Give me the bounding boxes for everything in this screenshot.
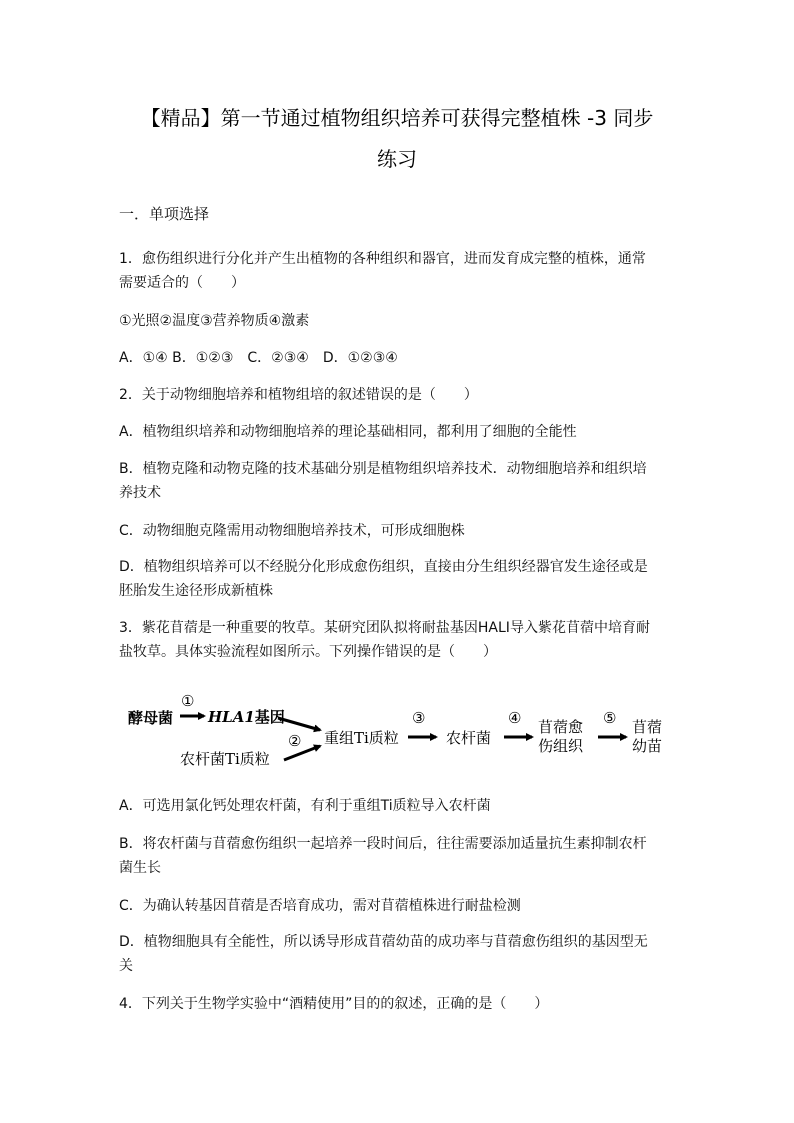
diagram-recombinant-label: 重组Ti质粒 [324, 729, 399, 747]
q3-option-c: C．为确认转基因苜蓿是否培育成功，需对苜蓿植株进行耐盐检测 [119, 898, 521, 914]
diagram-gene-suffix: 基因 [254, 708, 285, 726]
diagram-step2-label: ② [288, 732, 302, 750]
q1-stem-line2: 需要适合的（ ） [119, 275, 245, 291]
diagram-seedling-label-line2: 幼苗 [632, 737, 663, 755]
diagram-gene-italic: HLA1 [208, 708, 255, 726]
q2-option-d-line2: 胚胎发生途径形成新植株 [119, 583, 273, 599]
q3-option-d-line1: D．植物细胞具有全能性，所以诱导形成苜蓿幼苗的成功率与苜蓿愈伤组织的基因型无 [119, 934, 648, 950]
section-heading: 一．单项选择 [119, 205, 210, 223]
diagram-step4-label: ④ [508, 709, 522, 727]
experiment-flow-diagram [118, 688, 678, 774]
q2-stem: 2．关于动物细胞培养和植物组培的叙述错误的是（ ） [119, 387, 478, 403]
q3-option-a: A．可选用氯化钙处理农杆菌，有利于重组Ti质粒导入农杆菌 [119, 798, 491, 814]
diagram-callus-label-line2: 伤组织 [538, 737, 584, 755]
q3-stem-line1: 3．紫花苜蓿是一种重要的牧草。某研究团队拟将耐盐基因HALI导入紫花苜蓿中培育耐 [119, 620, 650, 636]
q3-option-b-line1: B．将农杆菌与苜蓿愈伤组织一起培养一段时间后，往往需要添加适量抗生素抑制农杆 [119, 836, 647, 852]
q2-option-d-line1: D．植物组织培养可以不经脱分化形成愈伤组织，直接由分生组织经器官发生途径或是 [119, 559, 648, 575]
diagram-agrobacterium-label: 农杆菌 [446, 729, 492, 747]
q2-option-a: A．植物组织培养和动物细胞培养的理论基础相同，都利用了细胞的全能性 [119, 424, 577, 440]
document-title-line2: 练习 [377, 147, 417, 171]
diagram-gene-label [207, 708, 285, 726]
q4-stem: 4．下列关于生物学实验中“酒精使用”目的的叙述，正确的是（ ） [119, 996, 549, 1012]
q1-items: ①光照②温度③营养物质④激素 [119, 313, 310, 329]
diagram-callus-label-line1: 苜蓿愈 [538, 718, 584, 736]
q3-option-d-line2: 关 [119, 958, 133, 974]
diagram-step5-label: ⑤ [603, 709, 617, 727]
q2-option-c: C．动物细胞克隆需用动物细胞培养技术，可形成细胞株 [119, 523, 465, 539]
document-title-line1: 【精品】第一节通过植物组织培养可获得完整植株 -3 同步 [140, 106, 654, 130]
q1-stem-line1: 1．愈伤组织进行分化并产生出植物的各种组织和器官，进而发育成完整的植株，通常 [119, 251, 646, 267]
diagram-seedling-label-line1: 苜蓿 [632, 718, 663, 736]
q2-option-b-line2: 养技术 [119, 485, 161, 501]
q2-option-b-line1: B．植物克隆和动物克隆的技术基础分别是植物组织培养技术．动物细胞培养和组织培 [119, 461, 647, 477]
diagram-agro-plasmid-label: 农杆菌Ti质粒 [180, 750, 270, 768]
q3-stem-line2: 盐牧草。具体实验流程如图所示。下列操作错误的是（ ） [119, 644, 497, 660]
diagram-step1-label: ① [181, 692, 195, 710]
q1-options: A．①④ B．①②③ C．②③④ D．①②③④ [119, 350, 398, 366]
q3-option-b-line2: 菌生长 [119, 860, 161, 876]
diagram-step3-label: ③ [412, 709, 426, 727]
diagram-yeast-label: 酵母菌 [128, 709, 174, 727]
